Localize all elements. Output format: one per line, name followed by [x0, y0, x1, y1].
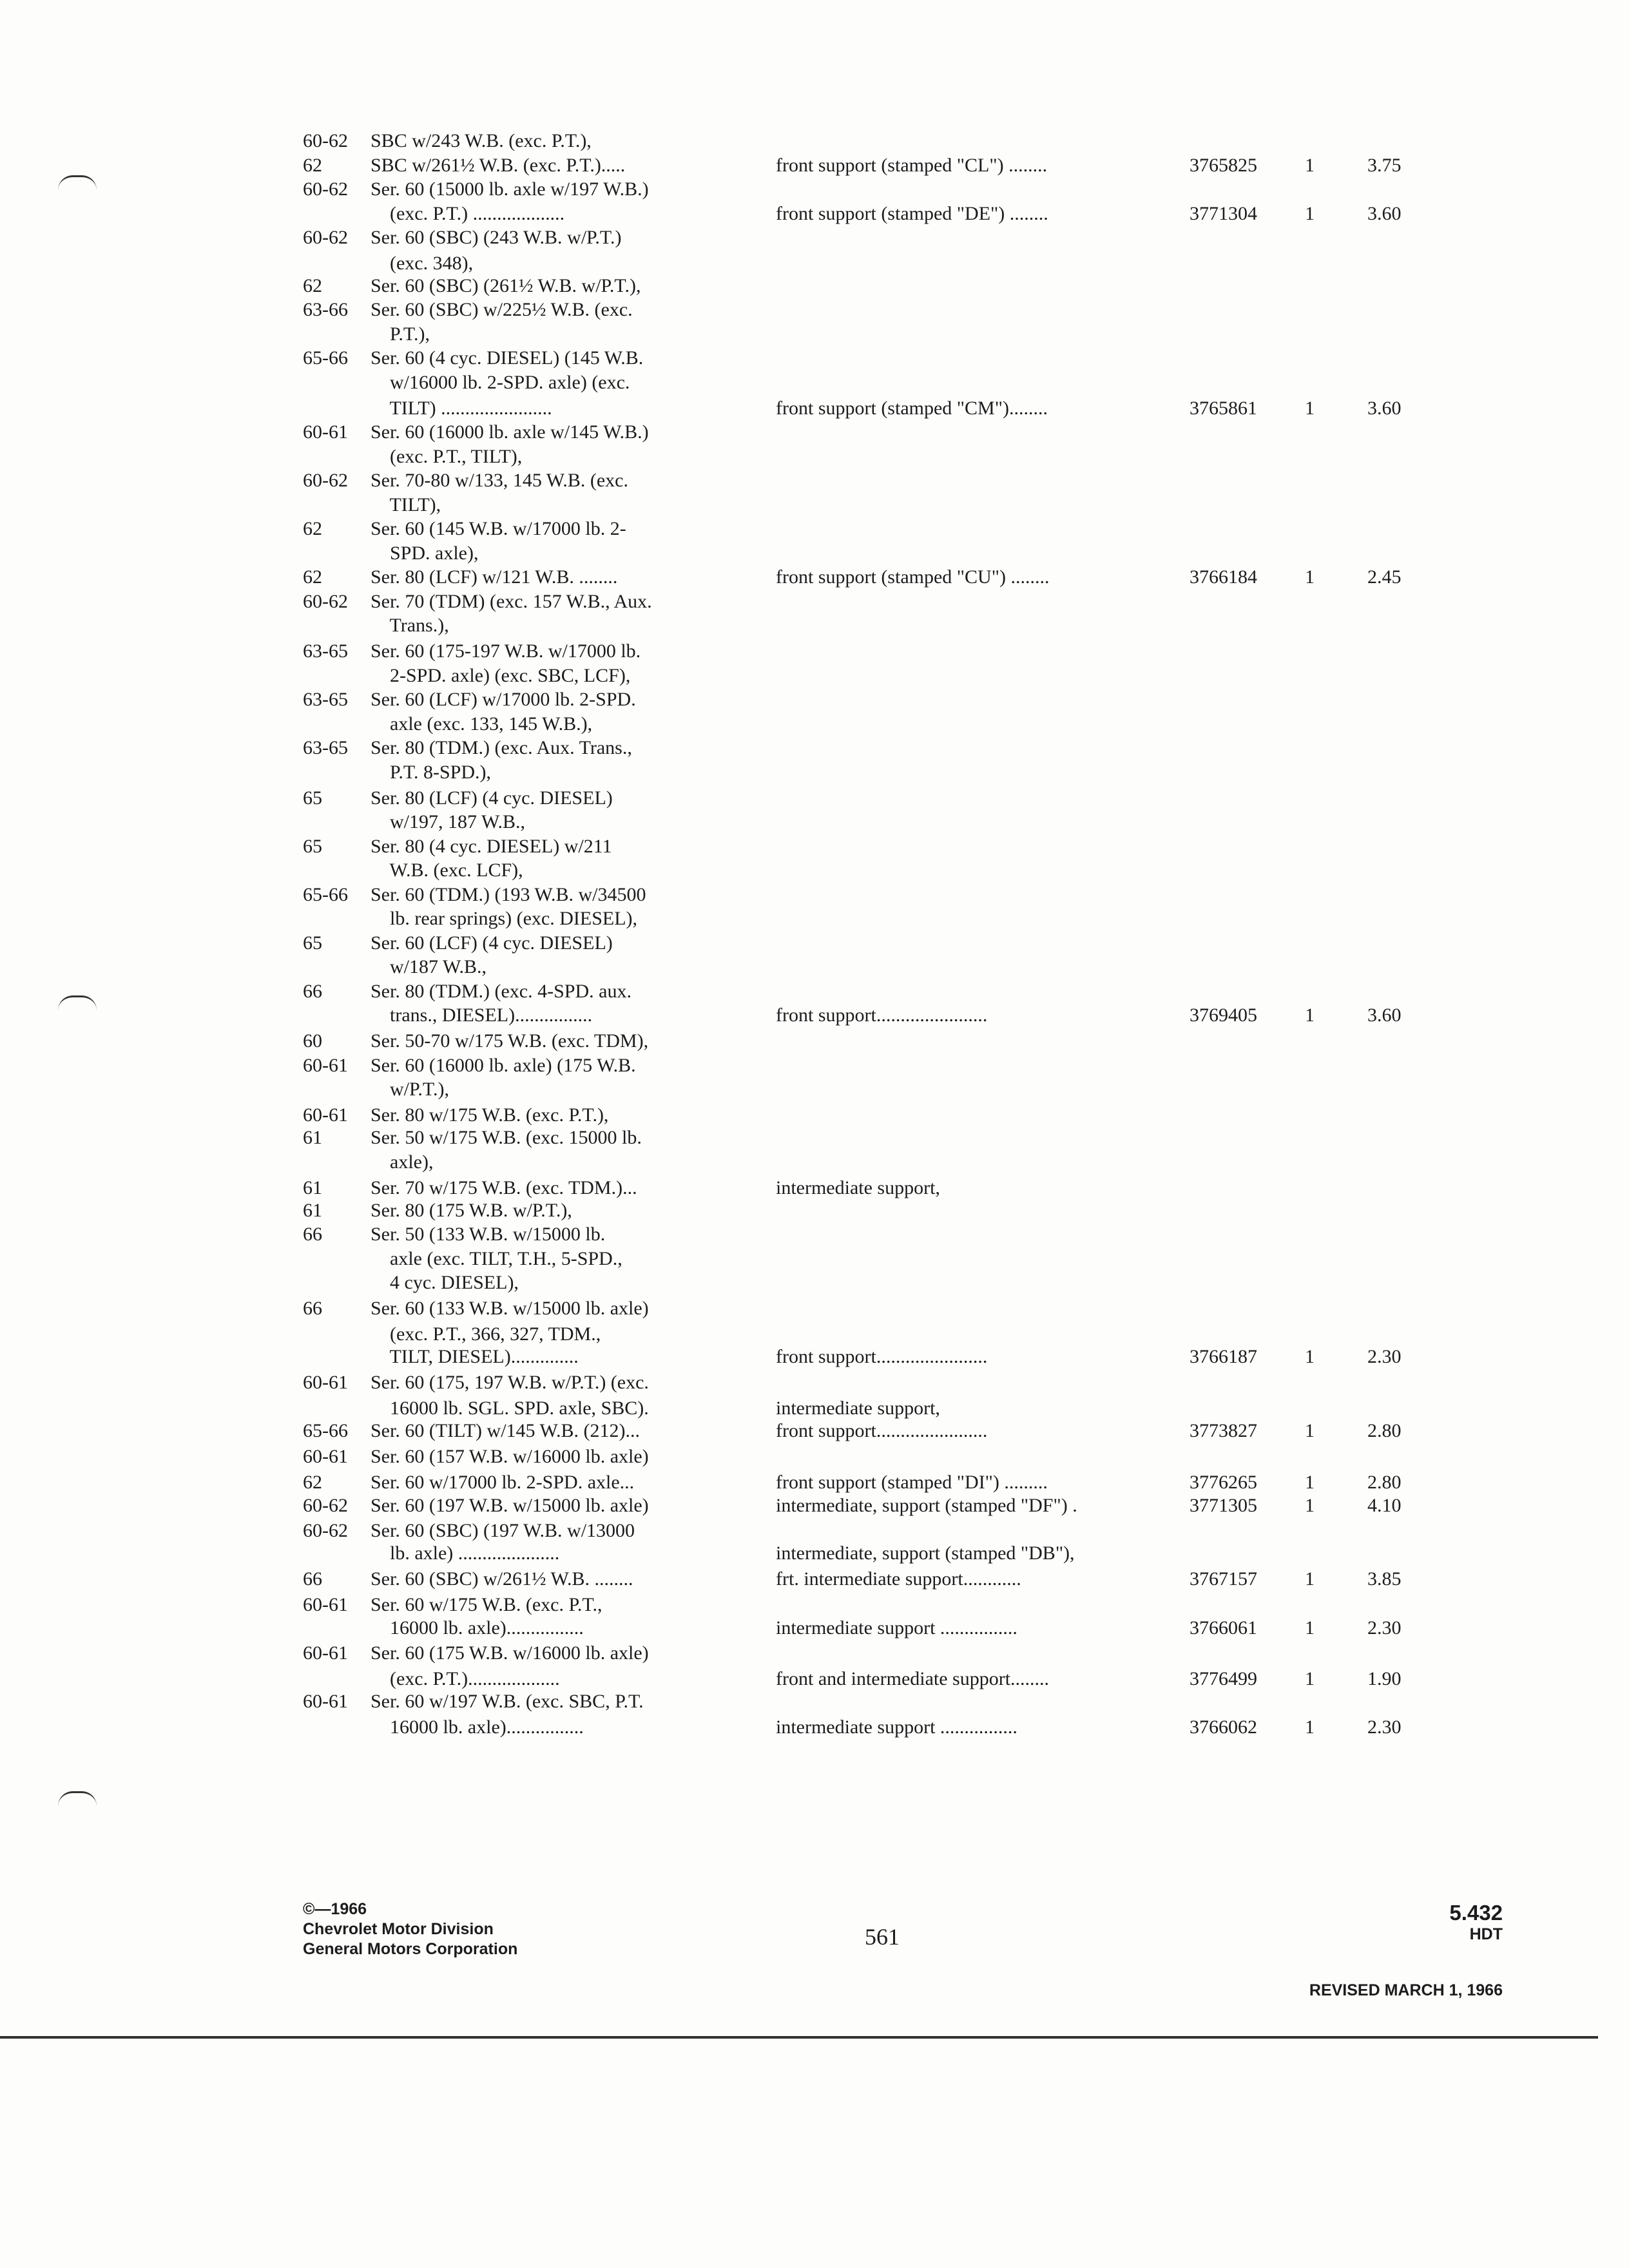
row-price: 2.30	[1367, 1716, 1402, 1738]
row-part: front support (stamped "CL") ........	[776, 155, 1048, 176]
row-part: front support (stamped "CM")........	[776, 398, 1048, 419]
row-years: 62	[303, 275, 322, 296]
table-row	[0, 834, 1629, 859]
row-appl: Ser. 60 (197 W.B. w/15000 lb. axle)	[371, 1495, 649, 1516]
row-part: front support.......................	[776, 1346, 988, 1367]
row-years: 60-62	[303, 130, 348, 151]
row-appl: axle (exc. TILT, T.H., 5-SPD.,	[371, 1248, 622, 1269]
table-row	[0, 687, 1629, 712]
row-appl: Ser. 60 w/175 W.B. (exc. P.T.,	[371, 1594, 602, 1615]
row-years: 61	[303, 1127, 322, 1148]
row-years: 66	[303, 1568, 322, 1590]
row-qty: 1	[1305, 1716, 1315, 1738]
row-qty: 1	[1305, 1668, 1315, 1689]
table-row	[0, 1519, 1629, 1543]
row-appl: Ser. 60 (SBC) w/261½ W.B. ........	[371, 1568, 633, 1590]
section-block	[1449, 1901, 1503, 1944]
table-row	[0, 298, 1629, 322]
row-appl: SBC w/261½ W.B. (exc. P.T.).....	[371, 155, 626, 176]
row-appl: 16000 lb. axle)................	[371, 1716, 584, 1738]
row-appl: w/P.T.),	[371, 1079, 449, 1100]
row-years: 60-62	[303, 178, 348, 200]
row-price: 1.90	[1367, 1668, 1402, 1689]
table-row	[0, 1271, 1629, 1295]
table-row	[0, 1494, 1629, 1518]
row-years: 65	[303, 836, 322, 857]
margin-mark	[58, 1791, 97, 1806]
row-years: 60-61	[303, 1691, 348, 1712]
row-years: 60-62	[303, 591, 348, 612]
row-appl: TILT) .......................	[371, 398, 552, 419]
row-appl: Ser. 80 (TDM.) (exc. Aux. Trans.,	[371, 737, 632, 758]
table-row	[0, 979, 1629, 1004]
row-appl: Ser. 60 (175-197 W.B. w/17000 lb.	[371, 640, 641, 662]
row-num: 3766062	[1190, 1716, 1257, 1738]
row-appl: w/16000 lb. 2-SPD. axle) (exc.	[371, 372, 630, 393]
copyright-block	[303, 1899, 517, 1959]
row-appl: Ser. 80 (LCF) w/121 W.B. ........	[371, 566, 618, 588]
bottom-rule	[0, 2036, 1598, 2039]
row-appl: Ser. 60 (SBC) w/225½ W.B. (exc.	[371, 299, 633, 320]
table-row	[0, 1003, 1629, 1028]
row-appl: P.T. 8-SPD.),	[371, 762, 491, 783]
row-appl: (exc. P.T.) ...................	[371, 203, 565, 224]
row-qty: 1	[1305, 1004, 1315, 1026]
row-part: intermediate, support (stamped "DB"),	[776, 1542, 1075, 1564]
table-row	[0, 226, 1629, 250]
table-row	[0, 1150, 1629, 1175]
table-row	[0, 396, 1629, 421]
row-qty: 1	[1305, 155, 1315, 176]
row-num: 3769405	[1190, 1004, 1257, 1026]
row-appl: Ser. 80 (LCF) (4 cyc. DIESEL)	[371, 787, 613, 809]
table-row	[0, 177, 1629, 202]
row-price: 3.60	[1367, 203, 1402, 224]
table-row	[0, 858, 1629, 883]
table-row	[0, 907, 1629, 931]
table-row	[0, 613, 1629, 638]
table-row	[0, 1445, 1629, 1469]
row-qty: 1	[1305, 1495, 1315, 1516]
table-row	[0, 1616, 1629, 1640]
row-qty: 1	[1305, 566, 1315, 588]
row-years: 62	[303, 155, 322, 176]
row-num: 3767157	[1190, 1568, 1257, 1590]
row-years: 63-65	[303, 689, 348, 710]
table-row	[0, 370, 1629, 395]
row-num: 3766061	[1190, 1617, 1257, 1639]
row-part: front support.......................	[776, 1004, 988, 1026]
row-part: front support (stamped "DE") ........	[776, 203, 1048, 224]
row-qty: 1	[1305, 1346, 1315, 1367]
table-row	[0, 590, 1629, 614]
row-years: 60-61	[303, 1594, 348, 1615]
row-part: intermediate, support (stamped "DF") .	[776, 1495, 1077, 1516]
row-num: 3766184	[1190, 566, 1257, 588]
table-row	[0, 346, 1629, 370]
row-appl: (exc. P.T., TILT),	[371, 446, 523, 467]
row-appl: Ser. 60 (175 W.B. w/16000 lb. axle)	[371, 1642, 649, 1664]
row-appl: 16000 lb. axle)................	[371, 1617, 584, 1639]
table-row	[0, 1470, 1629, 1495]
row-years: 66	[303, 1224, 322, 1245]
row-appl: (exc. P.T.)...................	[371, 1668, 560, 1689]
row-appl: Ser. 70 (TDM) (exc. 157 W.B., Aux.	[371, 591, 652, 612]
row-price: 2.30	[1367, 1346, 1402, 1367]
table-row	[0, 712, 1629, 736]
row-appl: lb. axle) .....................	[371, 1542, 560, 1564]
table-row	[0, 883, 1629, 907]
table-row	[0, 931, 1629, 956]
table-row	[0, 251, 1629, 276]
row-appl: Ser. 60 (145 W.B. w/17000 lb. 2-	[371, 518, 626, 539]
table-row	[0, 517, 1629, 541]
row-num: 3771304	[1190, 203, 1257, 224]
table-row	[0, 129, 1629, 153]
revised-date: REVISED MARCH 1, 1966	[1309, 1981, 1503, 1999]
table-row	[0, 1396, 1629, 1421]
row-part: front and intermediate support........	[776, 1668, 1050, 1689]
row-years: 60-61	[303, 1642, 348, 1664]
row-part: front support (stamped "DI") .........	[776, 1472, 1048, 1493]
table-row	[0, 955, 1629, 979]
table-row	[0, 1126, 1629, 1150]
row-appl: Ser. 60 (SBC) (261½ W.B. w/P.T.),	[371, 275, 641, 296]
row-years: 66	[303, 1298, 322, 1319]
row-appl: Ser. 80 (TDM.) (exc. 4-SPD. aux.	[371, 981, 631, 1002]
row-years: 60-62	[303, 1495, 348, 1516]
table-row	[0, 1641, 1629, 1666]
row-appl: w/197, 187 W.B.,	[371, 811, 526, 832]
row-appl: Ser. 60 (TILT) w/145 W.B. (212)...	[371, 1420, 641, 1441]
row-appl: Trans.),	[371, 615, 449, 636]
row-part: front support.......................	[776, 1420, 988, 1441]
row-appl: Ser. 60 (SBC) (243 W.B. w/P.T.)	[371, 227, 622, 248]
page-number: 561	[865, 1924, 900, 1950]
row-years: 65-66	[303, 884, 348, 905]
row-appl: TILT, DIESEL)..............	[371, 1346, 579, 1367]
copyright-division: Chevrolet Motor Division	[303, 1920, 494, 1938]
table-row	[0, 1077, 1629, 1102]
table-row	[0, 420, 1629, 445]
table-row	[0, 1053, 1629, 1078]
table-row	[0, 1593, 1629, 1617]
row-years: 62	[303, 566, 322, 588]
table-row	[0, 786, 1629, 811]
row-price: 2.30	[1367, 1617, 1402, 1639]
row-num: 3773827	[1190, 1420, 1257, 1441]
row-appl: Ser. 60 (SBC) (197 W.B. w/13000	[371, 1520, 635, 1541]
table-row	[0, 1176, 1629, 1200]
row-appl: Ser. 60 w/197 W.B. (exc. SBC, P.T.	[371, 1691, 644, 1712]
table-row	[0, 1247, 1629, 1271]
row-num: 3776499	[1190, 1668, 1257, 1689]
table-row	[0, 445, 1629, 469]
row-num: 3776265	[1190, 1472, 1257, 1493]
row-num: 3765861	[1190, 398, 1257, 419]
table-row	[0, 736, 1629, 760]
row-years: 62	[303, 518, 322, 539]
row-qty: 1	[1305, 398, 1315, 419]
row-appl: axle),	[371, 1151, 434, 1173]
table-row	[0, 639, 1629, 664]
table-row	[0, 153, 1629, 178]
row-years: 65-66	[303, 347, 348, 369]
row-num: 3771305	[1190, 1495, 1257, 1516]
row-price: 4.10	[1367, 1495, 1402, 1516]
table-row	[0, 760, 1629, 785]
row-price: 2.80	[1367, 1472, 1402, 1493]
table-row	[0, 1541, 1629, 1566]
row-appl: Ser. 60 (133 W.B. w/15000 lb. axle)	[371, 1298, 649, 1319]
copyright-corporation: General Motors Corporation	[303, 1940, 518, 1958]
table-row	[0, 1296, 1629, 1321]
row-part: front support (stamped "CU") ........	[776, 566, 1050, 588]
table-row	[0, 493, 1629, 517]
row-num: 3765825	[1190, 155, 1257, 176]
table-row	[0, 1419, 1629, 1443]
row-appl: SBC w/243 W.B. (exc. P.T.),	[371, 130, 592, 151]
row-part: frt. intermediate support............	[776, 1568, 1021, 1590]
row-appl: P.T.),	[371, 323, 430, 345]
row-qty: 1	[1305, 1472, 1315, 1493]
row-appl: 4 cyc. DIESEL),	[371, 1272, 519, 1293]
row-years: 61	[303, 1177, 322, 1198]
row-appl: Ser. 70 w/175 W.B. (exc. TDM.)...	[371, 1177, 637, 1198]
table-row	[0, 1198, 1629, 1223]
row-appl: (exc. P.T., 366, 327, TDM.,	[371, 1323, 601, 1345]
row-appl: Ser. 60 (4 cyc. DIESEL) (145 W.B.	[371, 347, 644, 369]
row-years: 66	[303, 981, 322, 1002]
row-appl: Ser. 70-80 w/133, 145 W.B. (exc.	[371, 470, 628, 491]
row-appl: Ser. 80 (175 W.B. w/P.T.),	[371, 1200, 572, 1221]
row-price: 3.85	[1367, 1568, 1402, 1590]
row-years: 60-62	[303, 470, 348, 491]
row-appl: Ser. 60 (LCF) w/17000 lb. 2-SPD.	[371, 689, 636, 710]
row-years: 60-61	[303, 1372, 348, 1393]
row-years: 60-61	[303, 421, 348, 443]
row-appl: Ser. 60 (LCF) (4 cyc. DIESEL)	[371, 932, 613, 954]
table-row	[0, 322, 1629, 347]
row-qty: 1	[1305, 203, 1315, 224]
row-years: 60-61	[303, 1104, 348, 1126]
row-appl: Ser. 60 (175, 197 W.B. w/P.T.) (exc.	[371, 1372, 649, 1393]
row-appl: Ser. 60 (16000 lb. axle) (175 W.B.	[371, 1055, 636, 1076]
row-appl: Ser. 60 w/17000 lb. 2-SPD. axle...	[371, 1472, 635, 1493]
row-part: intermediate support ................	[776, 1716, 1017, 1738]
row-price: 3.75	[1367, 155, 1402, 176]
row-appl: Ser. 60 (TDM.) (193 W.B. w/34500	[371, 884, 646, 905]
row-price: 2.45	[1367, 566, 1402, 588]
table-row	[0, 1222, 1629, 1247]
row-years: 63-65	[303, 640, 348, 662]
row-years: 61	[303, 1200, 322, 1221]
row-part: intermediate support,	[776, 1398, 940, 1419]
table-row	[0, 274, 1629, 298]
row-appl: Ser. 60 (157 W.B. w/16000 lb. axle)	[371, 1446, 649, 1467]
row-appl: Ser. 50 w/175 W.B. (exc. 15000 lb.	[371, 1127, 642, 1148]
row-appl: TILT),	[371, 494, 441, 515]
row-years: 60-62	[303, 227, 348, 248]
row-appl: 2-SPD. axle) (exc. SBC, LCF),	[371, 665, 631, 686]
row-appl: Ser. 60 (16000 lb. axle w/145 W.B.)	[371, 421, 649, 443]
row-num: 3766187	[1190, 1346, 1257, 1367]
row-years: 60-61	[303, 1055, 348, 1076]
row-appl: SPD. axle),	[371, 543, 479, 564]
table-row	[0, 468, 1629, 493]
table-row	[0, 1715, 1629, 1740]
table-row	[0, 1370, 1629, 1395]
table-row	[0, 664, 1629, 688]
row-years: 63-66	[303, 299, 348, 320]
table-row	[0, 565, 1629, 590]
table-row	[0, 1667, 1629, 1691]
row-years: 60	[303, 1030, 322, 1052]
row-appl: (exc. 348),	[371, 253, 474, 274]
table-row	[0, 1689, 1629, 1714]
row-years: 60-61	[303, 1446, 348, 1467]
row-appl: w/187 W.B.,	[371, 956, 487, 977]
row-part: intermediate support,	[776, 1177, 940, 1198]
row-qty: 1	[1305, 1568, 1315, 1590]
copyright-year: ©—1966	[303, 1900, 367, 1918]
table-row	[0, 1345, 1629, 1369]
table-row	[0, 1322, 1629, 1347]
row-part: intermediate support ................	[776, 1617, 1017, 1639]
table-row	[0, 202, 1629, 226]
table-row	[0, 1567, 1629, 1591]
table-row	[0, 1103, 1629, 1128]
row-appl: 16000 lb. SGL. SPD. axle, SBC).	[371, 1398, 649, 1419]
section-subtitle: HDT	[1469, 1925, 1503, 1943]
row-appl: axle (exc. 133, 145 W.B.),	[371, 713, 593, 735]
row-price: 3.60	[1367, 1004, 1402, 1026]
row-qty: 1	[1305, 1617, 1315, 1639]
row-appl: Ser. 80 (4 cyc. DIESEL) w/211	[371, 836, 612, 857]
row-years: 63-65	[303, 737, 348, 758]
row-appl: Ser. 50-70 w/175 W.B. (exc. TDM),	[371, 1030, 649, 1052]
row-appl: Ser. 50 (133 W.B. w/15000 lb.	[371, 1224, 606, 1245]
row-price: 3.60	[1367, 398, 1402, 419]
row-years: 62	[303, 1472, 322, 1493]
row-appl: lb. rear springs) (exc. DIESEL),	[371, 908, 638, 929]
row-years: 65	[303, 932, 322, 954]
row-years: 60-62	[303, 1520, 348, 1541]
row-years: 65-66	[303, 1420, 348, 1441]
table-row	[0, 1029, 1629, 1053]
row-qty: 1	[1305, 1420, 1315, 1441]
section-code: 5.432	[1449, 1901, 1503, 1925]
row-appl: trans., DIESEL)................	[371, 1004, 593, 1026]
row-price: 2.80	[1367, 1420, 1402, 1441]
row-appl: W.B. (exc. LCF),	[371, 860, 523, 881]
row-years: 65	[303, 787, 322, 809]
row-appl: Ser. 60 (15000 lb. axle w/197 W.B.)	[371, 178, 649, 200]
row-appl: Ser. 80 w/175 W.B. (exc. P.T.),	[371, 1104, 609, 1126]
table-row	[0, 541, 1629, 566]
table-row	[0, 810, 1629, 834]
